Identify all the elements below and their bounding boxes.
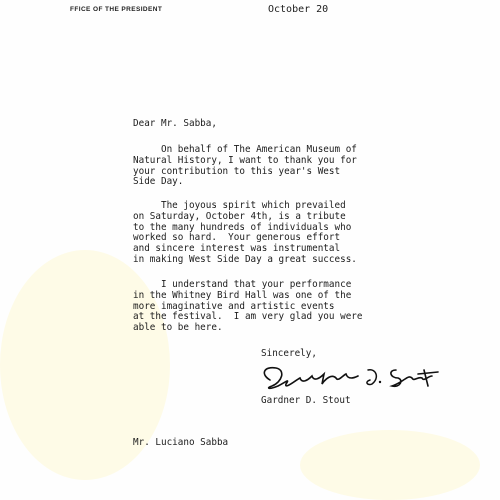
text-line: at the festival. I am very glad you were (133, 311, 363, 323)
text-line: and sincere interest was instrumental (133, 243, 341, 255)
text-line: in the Whitney Bird Hall was one of the (133, 289, 352, 301)
text-line: On behalf of The American Museum of (133, 144, 357, 155)
text-line: in making West Side Day a great success. (133, 253, 357, 265)
text-line: able to be here. (133, 322, 223, 334)
text-line: your contribution to this year's West (133, 165, 341, 177)
letter-date: October 20 (268, 4, 329, 15)
paragraph-1 (133, 145, 357, 188)
text-line: The joyous spirit which prevailed (133, 200, 346, 211)
handwritten-signature (256, 360, 451, 392)
letterhead-office: FFICE OF THE PRESIDENT (70, 6, 163, 13)
text-line: on Saturday, October 4th, is a tribute (133, 210, 346, 222)
text-line: to the many hundreds of individuals who (133, 221, 352, 233)
text-line: Natural History, I want to thank you for (133, 154, 357, 166)
paragraph-2 (133, 201, 357, 266)
text-line: I understand that your performance (133, 279, 352, 290)
paper-stain (300, 430, 480, 500)
text-line: more imaginative and artistic events (133, 300, 335, 312)
text-line: worked so hard. Your generous effort (133, 232, 341, 244)
recipient-name: Mr. Luciano Sabba (133, 437, 229, 448)
paragraph-3 (133, 280, 363, 334)
closing: Sincerely, (261, 348, 317, 359)
salutation: Dear Mr. Sabba, (133, 118, 217, 129)
signer-name: Gardner D. Stout (261, 395, 351, 406)
text-line: Side Day. (133, 176, 184, 188)
